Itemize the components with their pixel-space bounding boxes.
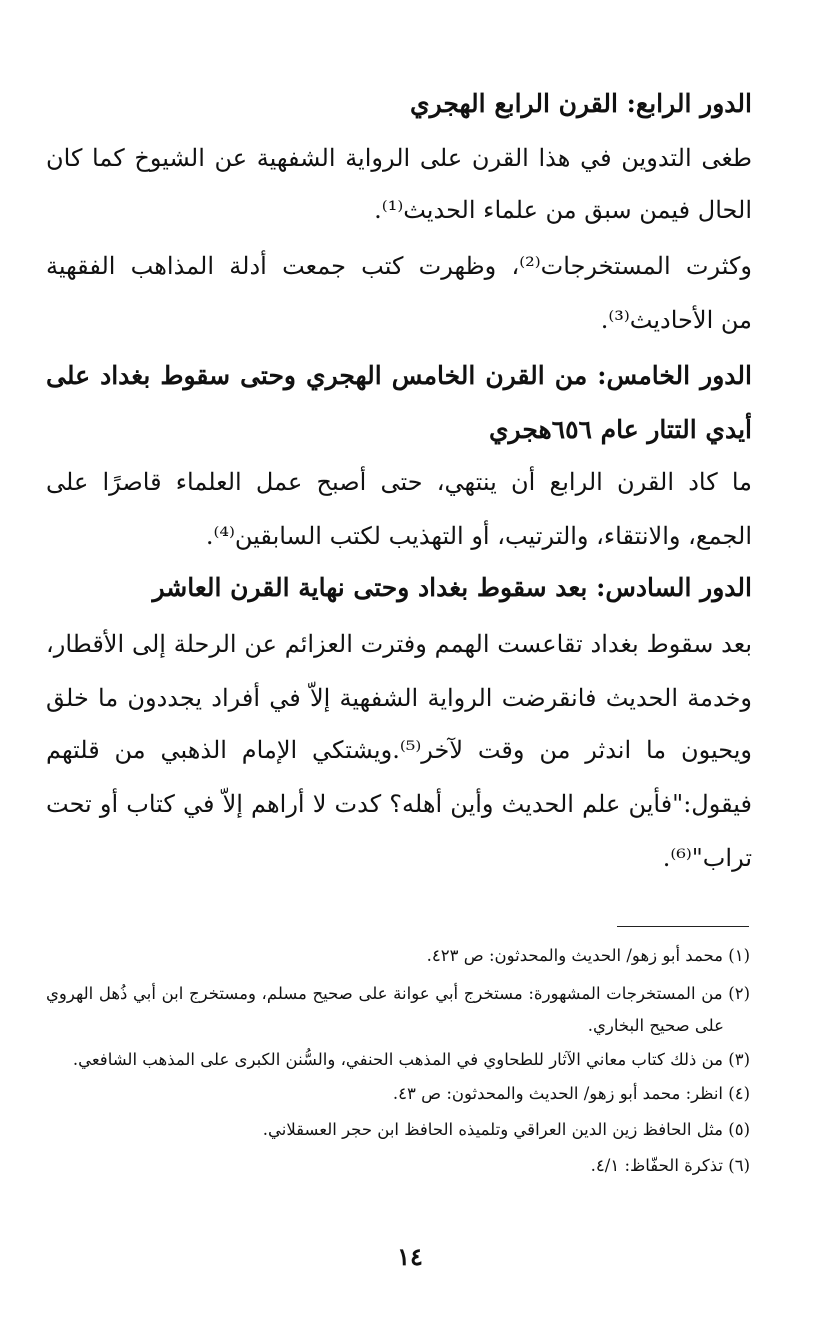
paragraph-line: الجمع، والانتقاء، والترتيب، أو التهذيب لكتب السابقين⁽⁴⁾.	[205, 522, 752, 550]
paragraph-line: من الأحاديث⁽³⁾.	[600, 306, 752, 334]
section-heading: الدور الرابع: القرن الرابع الهجري	[410, 89, 752, 118]
paragraph-line: وكثرت المستخرجات⁽²⁾، وظهرت كتب جمعت أدلة المذاهب الفقهية	[46, 252, 753, 280]
footnote-separator	[617, 926, 749, 927]
section-heading: الدور السادس: بعد سقوط بغداد وحتى نهاية القرن العاشر	[152, 573, 752, 602]
paragraph-line: طغى التدوين في هذا القرن على الرواية الشفهية عن الشيوخ كما كان	[46, 144, 753, 172]
page-number: ١٤	[397, 1242, 423, 1271]
section-heading: الدور الخامس: من القرن الخامس الهجري وحتى سقوط بغداد على	[46, 361, 752, 390]
paragraph-line: ما كاد القرن الرابع أن ينتهي، حتى أصبح عمل العلماء قاصرًا على	[46, 468, 752, 496]
footnote: على صحيح البخاري.	[587, 1016, 724, 1035]
paragraph-line: وخدمة الحديث فانقرضت الرواية الشفهية إلاّ في أفراد يجددون ما خلق	[46, 684, 752, 712]
footnote: (٤) انظر: محمد أبو زهو/ الحديث والمحدثون: ص ٤٣.	[392, 1084, 750, 1103]
footnote: (٢) من المستخرجات المشهورة: مستخرج أبي عوانة على صحيح مسلم، ومستخرج ابن أبي ذُهل الهروي	[46, 984, 750, 1003]
footnote: (٣) من ذلك كتاب معاني الآثار للطحاوي في المذهب الحنفي، والسُّنن الكبرى على المذهب الشافعي.	[72, 1050, 750, 1069]
paragraph-line: فيقول:"فأين علم الحديث وأين أهله؟ كدت لا أراهم إلاّ في كتاب أو تحت	[46, 790, 752, 818]
paragraph-line: ويحيون ما اندثر من وقت لآخر⁽⁵⁾.ويشتكي الإمام الذهبي من قلتهم	[46, 736, 753, 764]
footnote: (٦) تذكرة الحفّاظ: ٤/١.	[590, 1156, 750, 1175]
footnote: (١) محمد أبو زهو/ الحديث والمحدثون: ص ٤٢٣.	[426, 946, 750, 965]
paragraph-line: تراب"⁽⁶⁾.	[662, 844, 752, 872]
footnote: (٥) مثل الحافظ زين الدين العراقي وتلميذه الحافظ ابن حجر العسقلاني.	[262, 1120, 750, 1139]
paragraph-line: بعد سقوط بغداد تقاعست الهمم وفترت العزائم عن الرحلة إلى الأقطار،	[46, 630, 753, 658]
paragraph-line: الحال فيمن سبق من علماء الحديث⁽¹⁾.	[374, 196, 752, 224]
section-heading: أيدي التتار عام ٦٥٦هجري	[488, 415, 752, 444]
